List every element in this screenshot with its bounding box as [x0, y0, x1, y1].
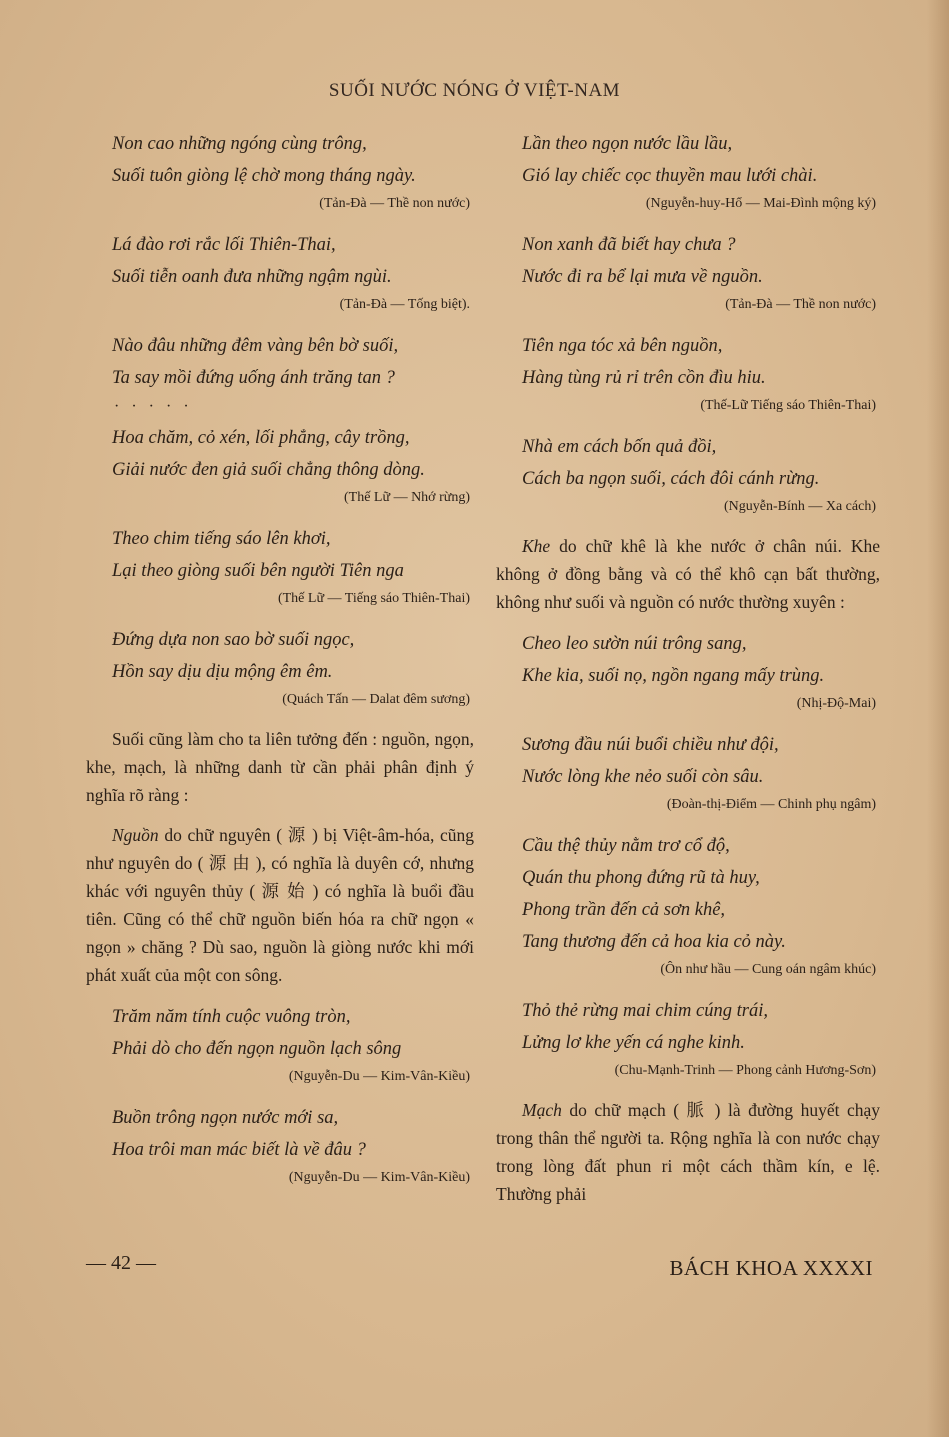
verse-line: Lại theo giòng suối bên người Tiên nga: [112, 561, 404, 581]
verse-citation: (Tản-Đà — Tống biệt).: [339, 297, 470, 312]
verse-line: Hồn say dịu dịu mộng êm êm.: [112, 662, 333, 682]
verse-citation: (Quách Tấn — Dalat đêm sương): [282, 692, 470, 707]
verse-citation: (Thế-Lữ Tiếng sáo Thiên-Thai): [700, 398, 876, 413]
verse-line: Lần theo ngọn nước lầu lầu,: [522, 134, 733, 154]
verse-line: Sương đầu núi buổi chiều như đội,: [522, 735, 779, 755]
verse-citation: (Thế Lữ — Tiếng sáo Thiên-Thai): [277, 591, 470, 606]
verse-line: Giải nước đen giả suối chẳng thông dòng.: [112, 460, 425, 480]
paragraph-text: do chữ khê là khe nước ở chân núi. Khe không ở đồng bằng và có thể khô cạn bất thường, không như suối và nguồn có nước thường xuyên :: [496, 536, 880, 612]
verse-line: Nào đâu những đêm vàng bên bờ suối,: [112, 336, 399, 356]
verse-block: [496, 229, 880, 317]
paragraph-text: do chữ nguyên ( 源 ) bị Việt-âm-hóa, cũng như nguyên do ( 源 由 ), có nghĩa là duyên cớ, nhưng khác với nguyên thủy ( 源 始 ) có nghĩa là buổi đầu tiên. Cũng có thể chữ nguồn biến hóa ra chữ ngọn « ngọn » chăng ? Dù sao, nguồn là giòng nước khi mới phát xuất của một con sông.: [86, 825, 474, 985]
verse-line: Nhà em cách bốn quả đồi,: [522, 437, 717, 457]
verse-line: Cheo leo sườn núi trông sang,: [522, 634, 747, 654]
verse-line: Nước đi ra bể lại mưa về nguồn.: [522, 267, 763, 287]
verse-citation: (Tản-Đà — Thề non nước): [725, 297, 876, 312]
paragraph-text: do chữ mạch ( 脈 ) là đường huyết chạy trong thân thể người ta. Rộng nghĩa là con nước chạy trong lòng đất phun ri một cách thầm kín, e lệ. Thường phải: [496, 1100, 880, 1204]
verse-block: [496, 330, 880, 418]
verse-line: Buồn trông ngọn nước mới sa,: [112, 1108, 339, 1128]
prose-paragraph: [496, 532, 880, 616]
right-column: [496, 128, 880, 1220]
verse-line: Cầu thệ thủy nằm trơ cổ độ,: [522, 836, 730, 856]
verse-line: Hoa chăm, cỏ xén, lối phẳng, cây trồng,: [112, 428, 410, 448]
verse-line: Hàng tùng rủ rỉ trên cồn đìu hiu.: [522, 368, 766, 388]
magazine-name: BÁCH KHOA XXXXI: [669, 1256, 873, 1280]
verse-block: [496, 431, 880, 519]
verse-block: [86, 523, 474, 611]
running-header: SUỐI NƯỚC NÓNG Ở VIỆT-NAM: [328, 80, 621, 101]
verse-block: [86, 422, 474, 510]
term-lead: Nguồn: [112, 825, 159, 845]
verse-citation: (Chu-Mạnh-Trinh — Phong cảnh Hương-Sơn): [614, 1063, 876, 1078]
verse-line: Ta say mồi đứng uống ánh trăng tan ?: [112, 368, 395, 388]
verse-line: Non cao những ngóng cùng trông,: [112, 134, 367, 154]
verse-block: [86, 229, 474, 317]
verse-line: Theo chim tiếng sáo lên khơi,: [112, 529, 331, 549]
verse-line: Tiên nga tóc xả bên nguồn,: [522, 336, 723, 356]
page-edge-shade: [927, 0, 949, 1437]
verse-citation: (Ôn như hầu — Cung oán ngâm khúc): [660, 962, 876, 977]
term-lead: Mạch: [522, 1100, 562, 1120]
verse-line: Phải dò cho đến ngọn nguồn lạch sông: [112, 1039, 402, 1059]
verse-citation: (Nguyễn-Bính — Xa cách): [723, 499, 876, 514]
verse-line: Thỏ thẻ rừng mai chim cúng trái,: [522, 1001, 768, 1021]
verse-block: [496, 628, 880, 716]
verse-citation: (Nguyễn-Du — Kim-Vân-Kiều): [288, 1170, 470, 1185]
verse-block: [496, 830, 880, 982]
verse-line: Khe kia, suối nọ, ngồn ngang mấy trùng.: [522, 666, 825, 686]
verse-line: Nước lòng khe nẻo suối còn sâu.: [522, 767, 764, 787]
verse-line: Cách ba ngọn suối, cách đôi cánh rừng.: [522, 469, 820, 489]
verse-citation: (Nguyễn-Du — Kim-Vân-Kiều): [288, 1069, 470, 1084]
term-lead: Khe: [522, 536, 551, 556]
verse-line: Gió lay chiếc cọc thuyền mau lưới chài.: [522, 166, 818, 186]
verse-line: Non xanh đã biết hay chưa ?: [522, 235, 736, 255]
verse-line: Tang thương đến cả hoa kia cỏ này.: [522, 932, 786, 952]
verse-block: [86, 128, 474, 216]
verse-line: Suối tuôn giòng lệ chờ mong tháng ngày.: [112, 166, 416, 186]
verse-block: [496, 128, 880, 216]
verse-line: Lửng lơ khe yến cá nghe kinh.: [522, 1033, 745, 1053]
ellipsis-dots: · · · · ·: [114, 398, 193, 415]
prose-paragraph: [86, 821, 474, 989]
verse-block: [496, 995, 880, 1083]
prose-paragraph: Suối cũng làm cho ta liên tưởng đến : nguồn, ngọn, khe, mạch, là những danh từ cần phải phân định ý nghĩa rõ ràng :: [86, 729, 474, 805]
verse-citation: (Nhị-Độ-Mai): [796, 696, 876, 711]
verse-citation: (Tản-Đà — Thề non nước): [319, 196, 470, 211]
verse-citation: (Thế Lữ — Nhớ rừng): [344, 490, 470, 505]
verse-citation: (Nguyễn-huy-Hổ — Mai-Đình mộng ký): [645, 196, 876, 211]
verse-block: [86, 1102, 474, 1190]
left-column: [86, 128, 474, 1203]
verse-line: Suối tiễn oanh đưa những ngậm ngùi.: [112, 267, 392, 287]
verse-line: Lá đào rơi rắc lối Thiên-Thai,: [112, 235, 336, 255]
verse-block: [86, 330, 474, 420]
verse-block: [86, 1001, 474, 1089]
page-number: — 42 —: [86, 1252, 156, 1274]
verse-line: Phong trần đến cả sơn khê,: [522, 900, 726, 920]
verse-line: Hoa trôi man mác biết là về đâu ?: [112, 1140, 366, 1160]
verse-line: Đứng dựa non sao bờ suối ngọc,: [112, 630, 355, 650]
verse-citation: (Đoàn-thị-Điểm — Chinh phụ ngâm): [666, 797, 876, 812]
verse-block: [496, 729, 880, 817]
verse-line: Trăm năm tính cuộc vuông tròn,: [112, 1007, 351, 1027]
verse-line: Quán thu phong đứng rũ tà huy,: [522, 868, 760, 888]
prose-paragraph: [496, 1096, 880, 1208]
verse-block: [86, 624, 474, 712]
